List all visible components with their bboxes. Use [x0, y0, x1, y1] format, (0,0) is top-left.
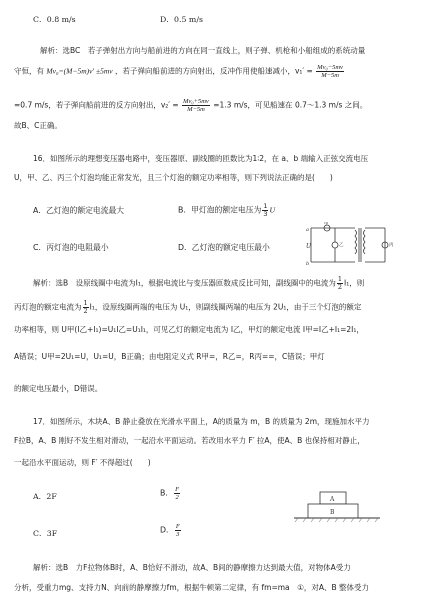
sol16-line4: A错误；U甲=2U₁=U，U₁=U，B正确；由电阻定义式 R甲=，R乙=，R丙==，C错误；甲灯 [14, 352, 325, 361]
q17-stem3: 一起沿水平面运动，则 F′ 不得超过( ) [14, 458, 151, 467]
q17-option-c: C．3F [33, 529, 58, 538]
sol17-line2: 分析，受重力mg、支持力N、向前的静摩擦力fm，根据牛顿第二定律，有 fm=ma ①，对A、B 整体受力 [14, 583, 370, 592]
sol16-line1: 解析：选B 设原线圈中电流为I₁，根据电流比与变压器匝数成反比可知，副线圈中的电流为 $\frac{1}{2}$ I₁，则 [33, 275, 365, 291]
option-d-prev: D．0.5 m/s [160, 15, 203, 24]
q17-option-b: B． $\frac{F}{2}$ [160, 486, 180, 501]
q16-stem1: 16．如图所示的理想变压器电路中，变压器原、副线圈的匝数比为1∶2，在 a、b 端输入正弦交流电压 [33, 154, 369, 163]
q17-stem2: F拉B，A、B 刚好不发生相对滑动，一起沿水平面运动。若改用水平力 F′ 拉A，使A、B 也保持相对静止， [14, 436, 365, 445]
sol16-line3: 功率相等，则 U甲(I乙+I₁)=U₁I乙=U₁I₁，可见乙灯的额定电流为 I乙，甲灯的额定电流 I甲=I乙+I₁=2I₁， [14, 325, 364, 334]
q16-option-b: B．甲灯泡的额定电压为 $\frac{1}{3}$ U [178, 202, 276, 218]
q17-stem1: 17．如图所示，木块A、B 静止叠放在光滑水平面上，A的质量为 m，B 的质量为 2m，现施加水平力 [33, 417, 370, 426]
fig16-jia-label: 甲 [324, 222, 329, 227]
q17-option-d: D． $\frac{F}{3}$ [160, 523, 180, 538]
sol17-line1: 解析：选B 力F拉物体B时，A、B恰好不滑动，故A、B间的静摩擦力达到最大值，对物体A受力 [33, 563, 351, 572]
q16-option-d: D．乙灯泡的额定电压最小 [178, 243, 270, 252]
sol15-line4: 故B、C正确。 [14, 121, 62, 130]
sol16-line2: 丙灯泡的额定电流为 $\frac{1}{2}$ I₁，设原线圈两端的电压为 U₁，则副线圈两端的电压为 2U₁，由于三个灯泡的额定 [14, 299, 362, 315]
fig16-u-label: U [306, 243, 312, 250]
fig16-yi-label: 乙 [339, 243, 344, 248]
fig16-b-label: b [306, 261, 310, 267]
q16-option-c: C．丙灯泡的电阻最小 [33, 243, 109, 252]
fig16-a-label: a [306, 227, 309, 233]
block-a-label: A [330, 496, 335, 503]
stacked-blocks-diagram [292, 488, 382, 524]
transformer-circuit-diagram [305, 222, 400, 268]
q16-option-a: A．乙灯泡的额定电流最大 [33, 206, 125, 215]
q17-option-a: A．2F [33, 492, 57, 501]
block-b-label: B [330, 509, 335, 516]
fig16-bing-label: 丙 [389, 243, 394, 248]
option-c-prev: C．0.8 m/s [33, 15, 76, 24]
q16-stem2: U，甲、乙、丙三个灯泡均能正常发光，且三个灯泡的额定功率相等，则下列说法正确的是( ) [14, 173, 333, 182]
sol15-line3: =0.7 m/s，若子弹向船前进的反方向射出，v₂′ = $\frac{\text{Mv₀+5mv}}{M-5m}$ =1.3 m/s，可见船速在 0.7～1.3 m/s 之间。 [14, 98, 368, 113]
sol16-line5: 的额定电压最小，D错误。 [14, 384, 103, 393]
sol15-line2: 守恒，有 Mv₀=(M−5m)v′ ±5mv ，若子弹向船前进的方向射出，反冲作用使船速减小，v₁′ = $\frac{\text{Mv₀−5mv}}{M-5m}$ [14, 64, 343, 79]
sol15-line1: 解析：选BC 若子弹射出方向与船前进的方向在同一直线上，则子弹、机枪和小船组成的系统动量 [40, 46, 366, 55]
